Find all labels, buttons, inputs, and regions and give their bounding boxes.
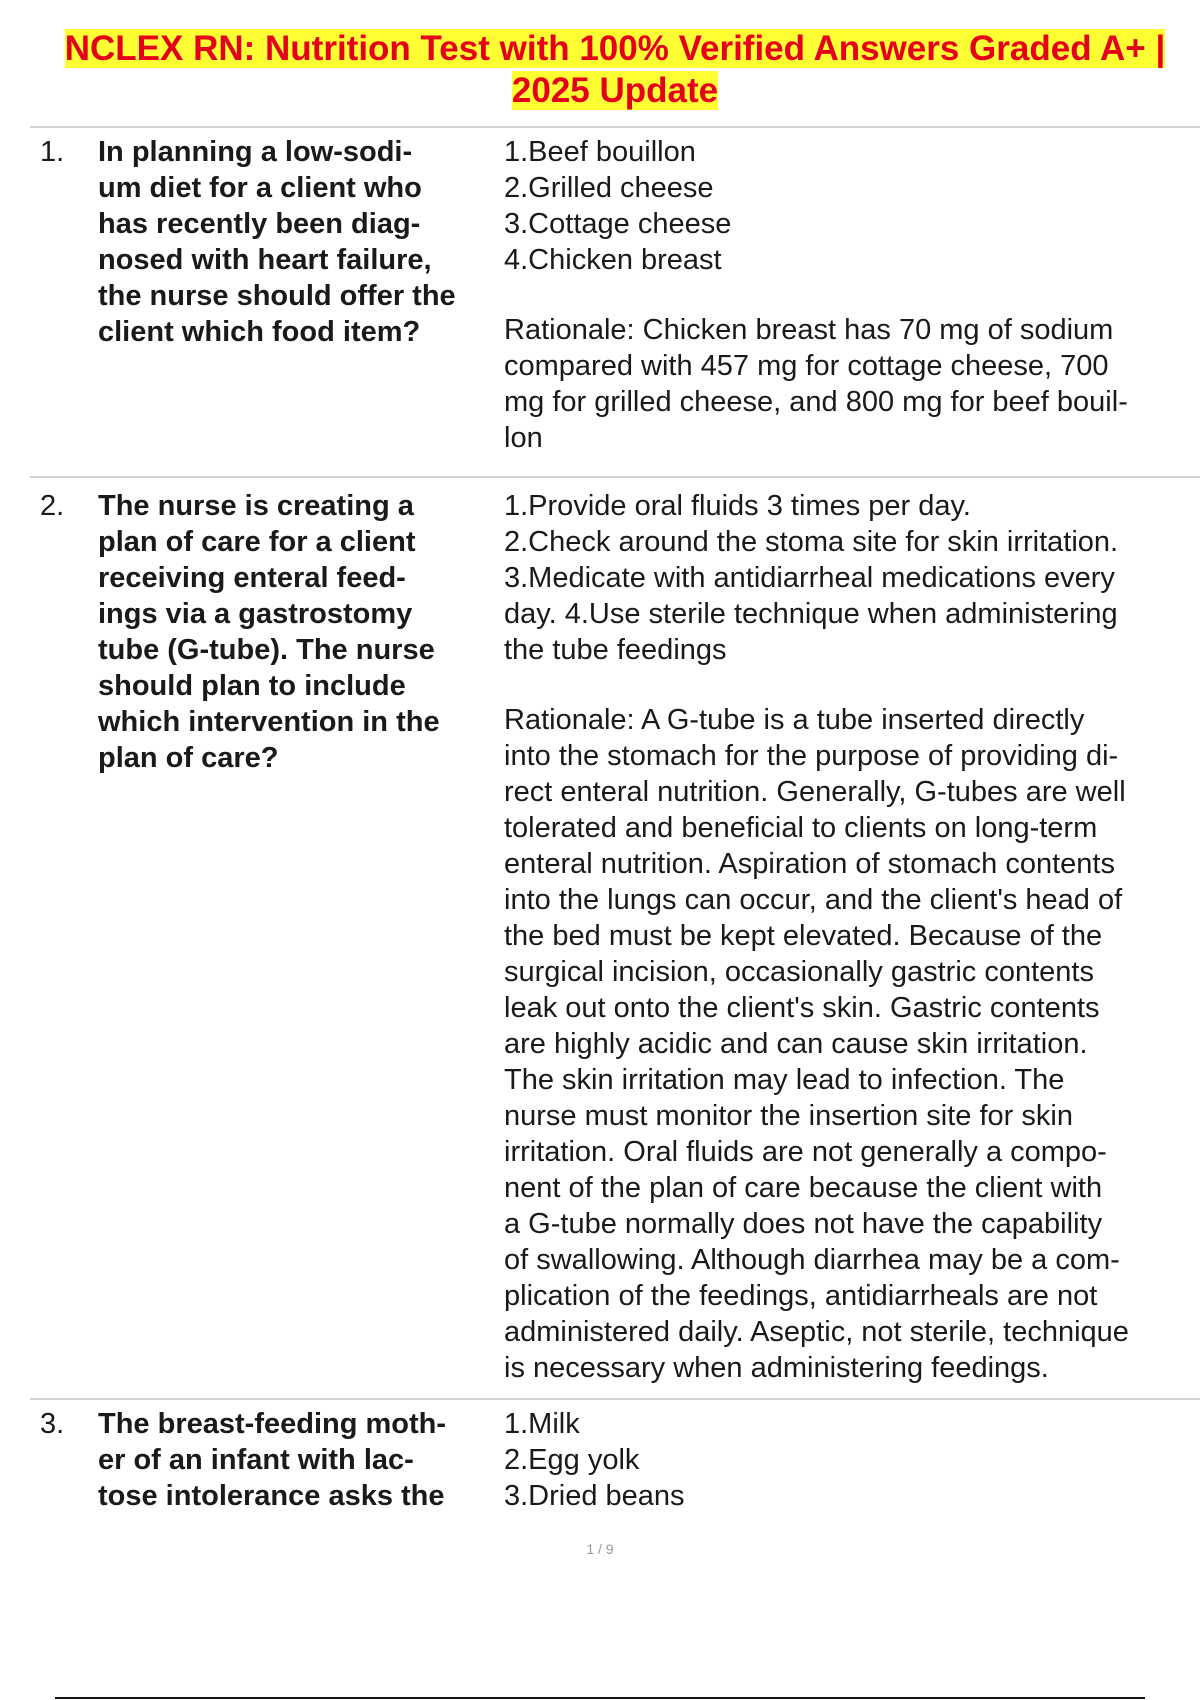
answer-option: 1.Provide oral fluids 3 times per day. [504, 490, 971, 522]
rationale-text: Rationale: Chicken breast has 70 mg of sodium compared with 457 mg for cottage cheese, 700 mg for grilled cheese, and 800 mg for beef bouil- lon [504, 314, 1128, 454]
divider [30, 1398, 1200, 1400]
question-row-2 [30, 488, 1200, 1398]
answer-option: 1.Beef bouillon [504, 136, 696, 168]
page-indicator: 1 / 9 [586, 1541, 614, 1557]
divider [30, 126, 1200, 128]
question-row-3 [30, 1406, 1200, 1526]
question-number: 2. [40, 490, 65, 522]
question-text: In planning a low-sodi- um diet for a client who has recently been diag- nosed with heart failure, the nurse should offer the client which food item? [98, 136, 456, 348]
answer-option: 3.Medicate with antidiarrheal medications every day. 4.Use sterile technique when administering the tube feedings [504, 562, 1118, 666]
rationale-text: Rationale: A G-tube is a tube inserted directly into the stomach for the purpose of providing di- rect enteral nutrition. Generally, G-tubes are well tolerated and beneficial to clients on long-term enteral nutrition. Aspiration of stomach contents into the lungs can occur, and the client's head of the bed must be kept elevated. Because of the surgical incision, occasionally gastric contents leak out onto the client's skin. Gastric contents are highly acidic and can cause skin irritation. The skin irritation may lead to infection. The nurse must monitor the insertion site for skin irritation. Oral fluids are not generally a compo- nent of the plan of care because the client with a G-tube normally does not have the capability of swallowing. Although diarrhea may be a com- plication of the feedings, antidiarrheals are not administered daily. Aseptic, not sterile, technique is necessary when administering feedings. [504, 704, 1129, 1384]
answer-option: 1.Milk [504, 1408, 580, 1440]
answer-block [504, 488, 1194, 1386]
answer-block [504, 1406, 1194, 1514]
answer-option: 2.Egg yolk [504, 1444, 640, 1476]
question-number: 1. [40, 136, 65, 168]
answer-block [504, 134, 1194, 456]
answer-option: 4.Chicken breast [504, 244, 722, 276]
document-title-text: NCLEX RN: Nutrition Test with 100% Verified Answers Graded A+ | 2025 Update [64, 29, 1166, 110]
question-text: The nurse is creating a plan of care for a client receiving enteral feed- ings via a gastrostomy tube (G-tube). The nurse should plan to include which intervention in the plan of care? [98, 490, 440, 774]
answer-option: 2.Grilled cheese [504, 172, 714, 204]
answer-option: 2.Check around the stoma site for skin irritation. [504, 526, 1119, 558]
divider [30, 476, 1200, 478]
page-bottom-rule [55, 1697, 1145, 1699]
question-row-1 [30, 134, 1200, 474]
answer-option: 3.Cottage cheese [504, 208, 732, 240]
question-text: The breast-feeding moth- er of an infant with lac- tose intolerance asks the [98, 1408, 447, 1512]
document-title [30, 28, 1200, 112]
question-number: 3. [40, 1408, 65, 1440]
answer-option: 3.Dried beans [504, 1480, 685, 1512]
